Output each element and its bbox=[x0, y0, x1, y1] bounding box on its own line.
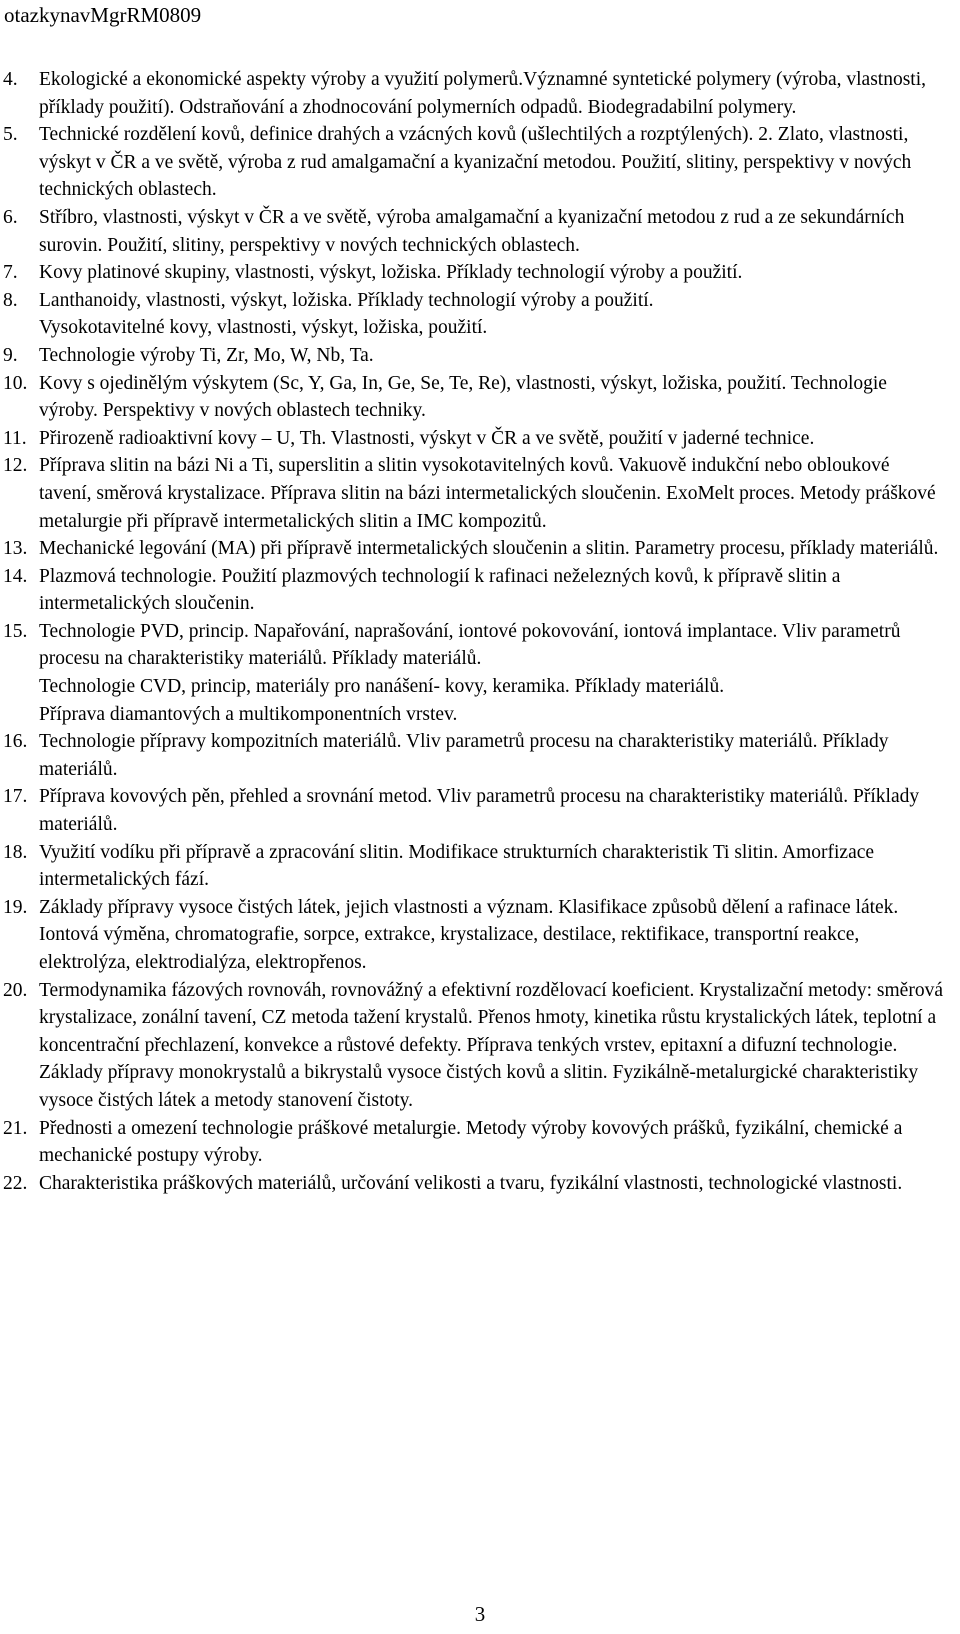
question-text: Ekologické a ekonomické aspekty výroby a využití polymerů.Významné syntetické polymery (výroba, vlastnosti, příklady použití). Odstraňování a zhodnocování polymerních odpadů. Biodegradabilní polymery. bbox=[39, 69, 927, 118]
question-item bbox=[0, 370, 960, 425]
question-text: Kovy s ojedinělým výskytem (Sc, Y, Ga, In, Ge, Se, Te, Re), vlastnosti, výskyt, ložiska, použití. Technologie výroby. Perspektivy v nových oblastech techniky. bbox=[39, 372, 887, 422]
question-text: Technologie výroby Ti, Zr, Mo, W, Nb, Ta. bbox=[39, 344, 374, 366]
question-text: Využití vodíku při přípravě a zpracování slitin. Modifikace strukturních charakteristik Ti slitin. Amorfizace intermetalických fází. bbox=[39, 841, 875, 891]
question-text: Vysokotavitelné kovy, vlastnosti, výskyt, ložiska, použití. bbox=[39, 317, 488, 339]
question-number: 12. bbox=[3, 455, 28, 477]
question-number: 4. bbox=[3, 69, 18, 90]
question-text: Technologie přípravy kompozitních materiálů. Vliv parametrů procesu na charakteristiky materiálů. Příklady materiálů. bbox=[39, 731, 889, 780]
question-text: Příprava slitin na bázi Ni a Ti, superslitin a slitin vysokotavitelných kovů. Vakuově indukční nebo obloukové tavení, směrová krystalizace. Příprava slitin na bázi intermetalických sloučenin. ExoMelt proces. Metody práškové metalurgie při přípravě intermetalických slitin a IMC kompozitů. bbox=[39, 455, 936, 532]
question-item bbox=[0, 1115, 960, 1170]
question-number: 9. bbox=[3, 344, 18, 366]
question-item bbox=[0, 425, 960, 453]
question-item bbox=[0, 977, 960, 1115]
question-text: Technologie CVD, princip, materiály pro nanášení- kovy, keramika. Příklady materiálů. bbox=[39, 676, 725, 698]
question-text: Technické rozdělení kovů, definice drahých a vzácných kovů (ušlechtilých a rozptýlených). 2. Zlato, vlastnosti, výskyt v ČR a ve světě, výroba z rud amalgamační a kyanizační metodou. Použití, slitiny, perspektivy v nových technických oblastech. bbox=[39, 124, 912, 201]
question-number: 10. bbox=[3, 372, 28, 394]
question-item bbox=[0, 783, 960, 838]
question-text: Příprava diamantových a multikomponentních vrstev. bbox=[39, 703, 458, 725]
question-number: 19. bbox=[3, 896, 28, 918]
question-list bbox=[0, 66, 960, 1197]
question-number: 16. bbox=[3, 731, 28, 753]
question-number: 17. bbox=[3, 786, 28, 808]
question-item bbox=[0, 1170, 960, 1198]
question-number: 6. bbox=[3, 206, 18, 228]
question-item bbox=[0, 728, 960, 783]
question-text: Základy přípravy vysoce čistých látek, jejich vlastnosti a význam. Klasifikace způsobů dělení a rafinace látek. Iontová výměna, chromatografie, sorpce, extrakce, krystalizace, destilace, rektifikace, transportní reakce, elektrolýza, elektrodialýza, elektropřenos. bbox=[39, 896, 899, 973]
question-text: Přednosti a omezení technologie práškové metalurgie. Metody výroby kovových prášků, fyzikální, chemické a mechanické postupy výroby. bbox=[39, 1117, 903, 1167]
question-item bbox=[0, 894, 960, 977]
question-number: 13. bbox=[3, 538, 28, 560]
question-text: Kovy platinové skupiny, vlastnosti, výskyt, ložiska. Příklady technologií výroby a použití. bbox=[39, 262, 743, 284]
question-item bbox=[0, 535, 960, 563]
question-item bbox=[0, 121, 960, 204]
question-number: 8. bbox=[3, 289, 18, 311]
question-text: Mechanické legování (MA) při přípravě intermetalických sloučenin a slitin. Parametry procesu, příklady materiálů. bbox=[39, 538, 939, 560]
question-text: Technologie PVD, princip. Napařování, naprašování, iontové pokovování, iontová implantace. Vliv parametrů procesu na charakteristiky materiálů. Příklady materiálů. bbox=[39, 620, 901, 670]
question-item bbox=[0, 204, 960, 259]
question-number: 20. bbox=[3, 979, 28, 1001]
question-item bbox=[0, 287, 960, 342]
question-number: 22. bbox=[3, 1172, 28, 1194]
page-number: 3 bbox=[474, 1602, 486, 1626]
question-item bbox=[0, 259, 960, 287]
question-number: 18. bbox=[3, 841, 28, 863]
question-item bbox=[0, 618, 960, 728]
question-text: Lanthanoidy, vlastnosti, výskyt, ložiska. Příklady technologií výroby a použití. bbox=[39, 289, 654, 311]
question-number: 14. bbox=[3, 565, 28, 587]
question-number: 7. bbox=[3, 262, 18, 284]
question-item bbox=[0, 452, 960, 535]
question-text: Charakteristika práškových materiálů, určování velikosti a tvaru, fyzikální vlastnosti, technologické vlastnosti. bbox=[39, 1172, 903, 1194]
question-text: Termodynamika fázových rovnováh, rovnovážný a efektivní rozdělovací koeficient. Krystalizační metody: směrová krystalizace, zonální tavení, CZ metoda tažení krystalů. Přenos hmoty, kinetika růstu krystalických látek, teplotní a koncentrační přechlazení, konvekce a růstové defekty. Příprava tenkých vrstev, epitaxní a difuzní technologie. Základy přípravy monokrystalů a bikrystalů vysoce čistých kovů a slitin. Fyzikálně-metalurgické charakteristiky vysoce čistých látek a metody stanovení čistoty. bbox=[39, 979, 943, 1111]
question-number: 15. bbox=[3, 620, 28, 642]
question-number: 5. bbox=[3, 124, 18, 146]
document-title: otazkynavMgrRM0809 bbox=[4, 3, 202, 27]
question-item bbox=[0, 563, 960, 618]
question-text: Stříbro, vlastnosti, výskyt v ČR a ve světě, výroba amalgamační a kyanizační metodou z rud a ze sekundárních surovin. Použití, slitiny, perspektivy v nových technických oblastech. bbox=[39, 206, 905, 256]
question-item bbox=[0, 66, 960, 121]
question-text: Přirozeně radioaktivní kovy – U, Th. Vlastnosti, výskyt v ČR a ve světě, použití v jaderné technice. bbox=[39, 427, 815, 449]
question-text: Plazmová technologie. Použití plazmových technologií k rafinaci neželezných kovů, k přípravě slitin a intermetalických sloučenin. bbox=[39, 565, 841, 615]
question-number: 21. bbox=[3, 1117, 28, 1139]
question-number: 11. bbox=[3, 427, 27, 449]
question-text: Příprava kovových pěn, přehled a srovnání metod. Vliv parametrů procesu na charakteristiky materiálů. Příklady materiálů. bbox=[39, 786, 920, 836]
question-item bbox=[0, 342, 960, 370]
question-item bbox=[0, 839, 960, 894]
